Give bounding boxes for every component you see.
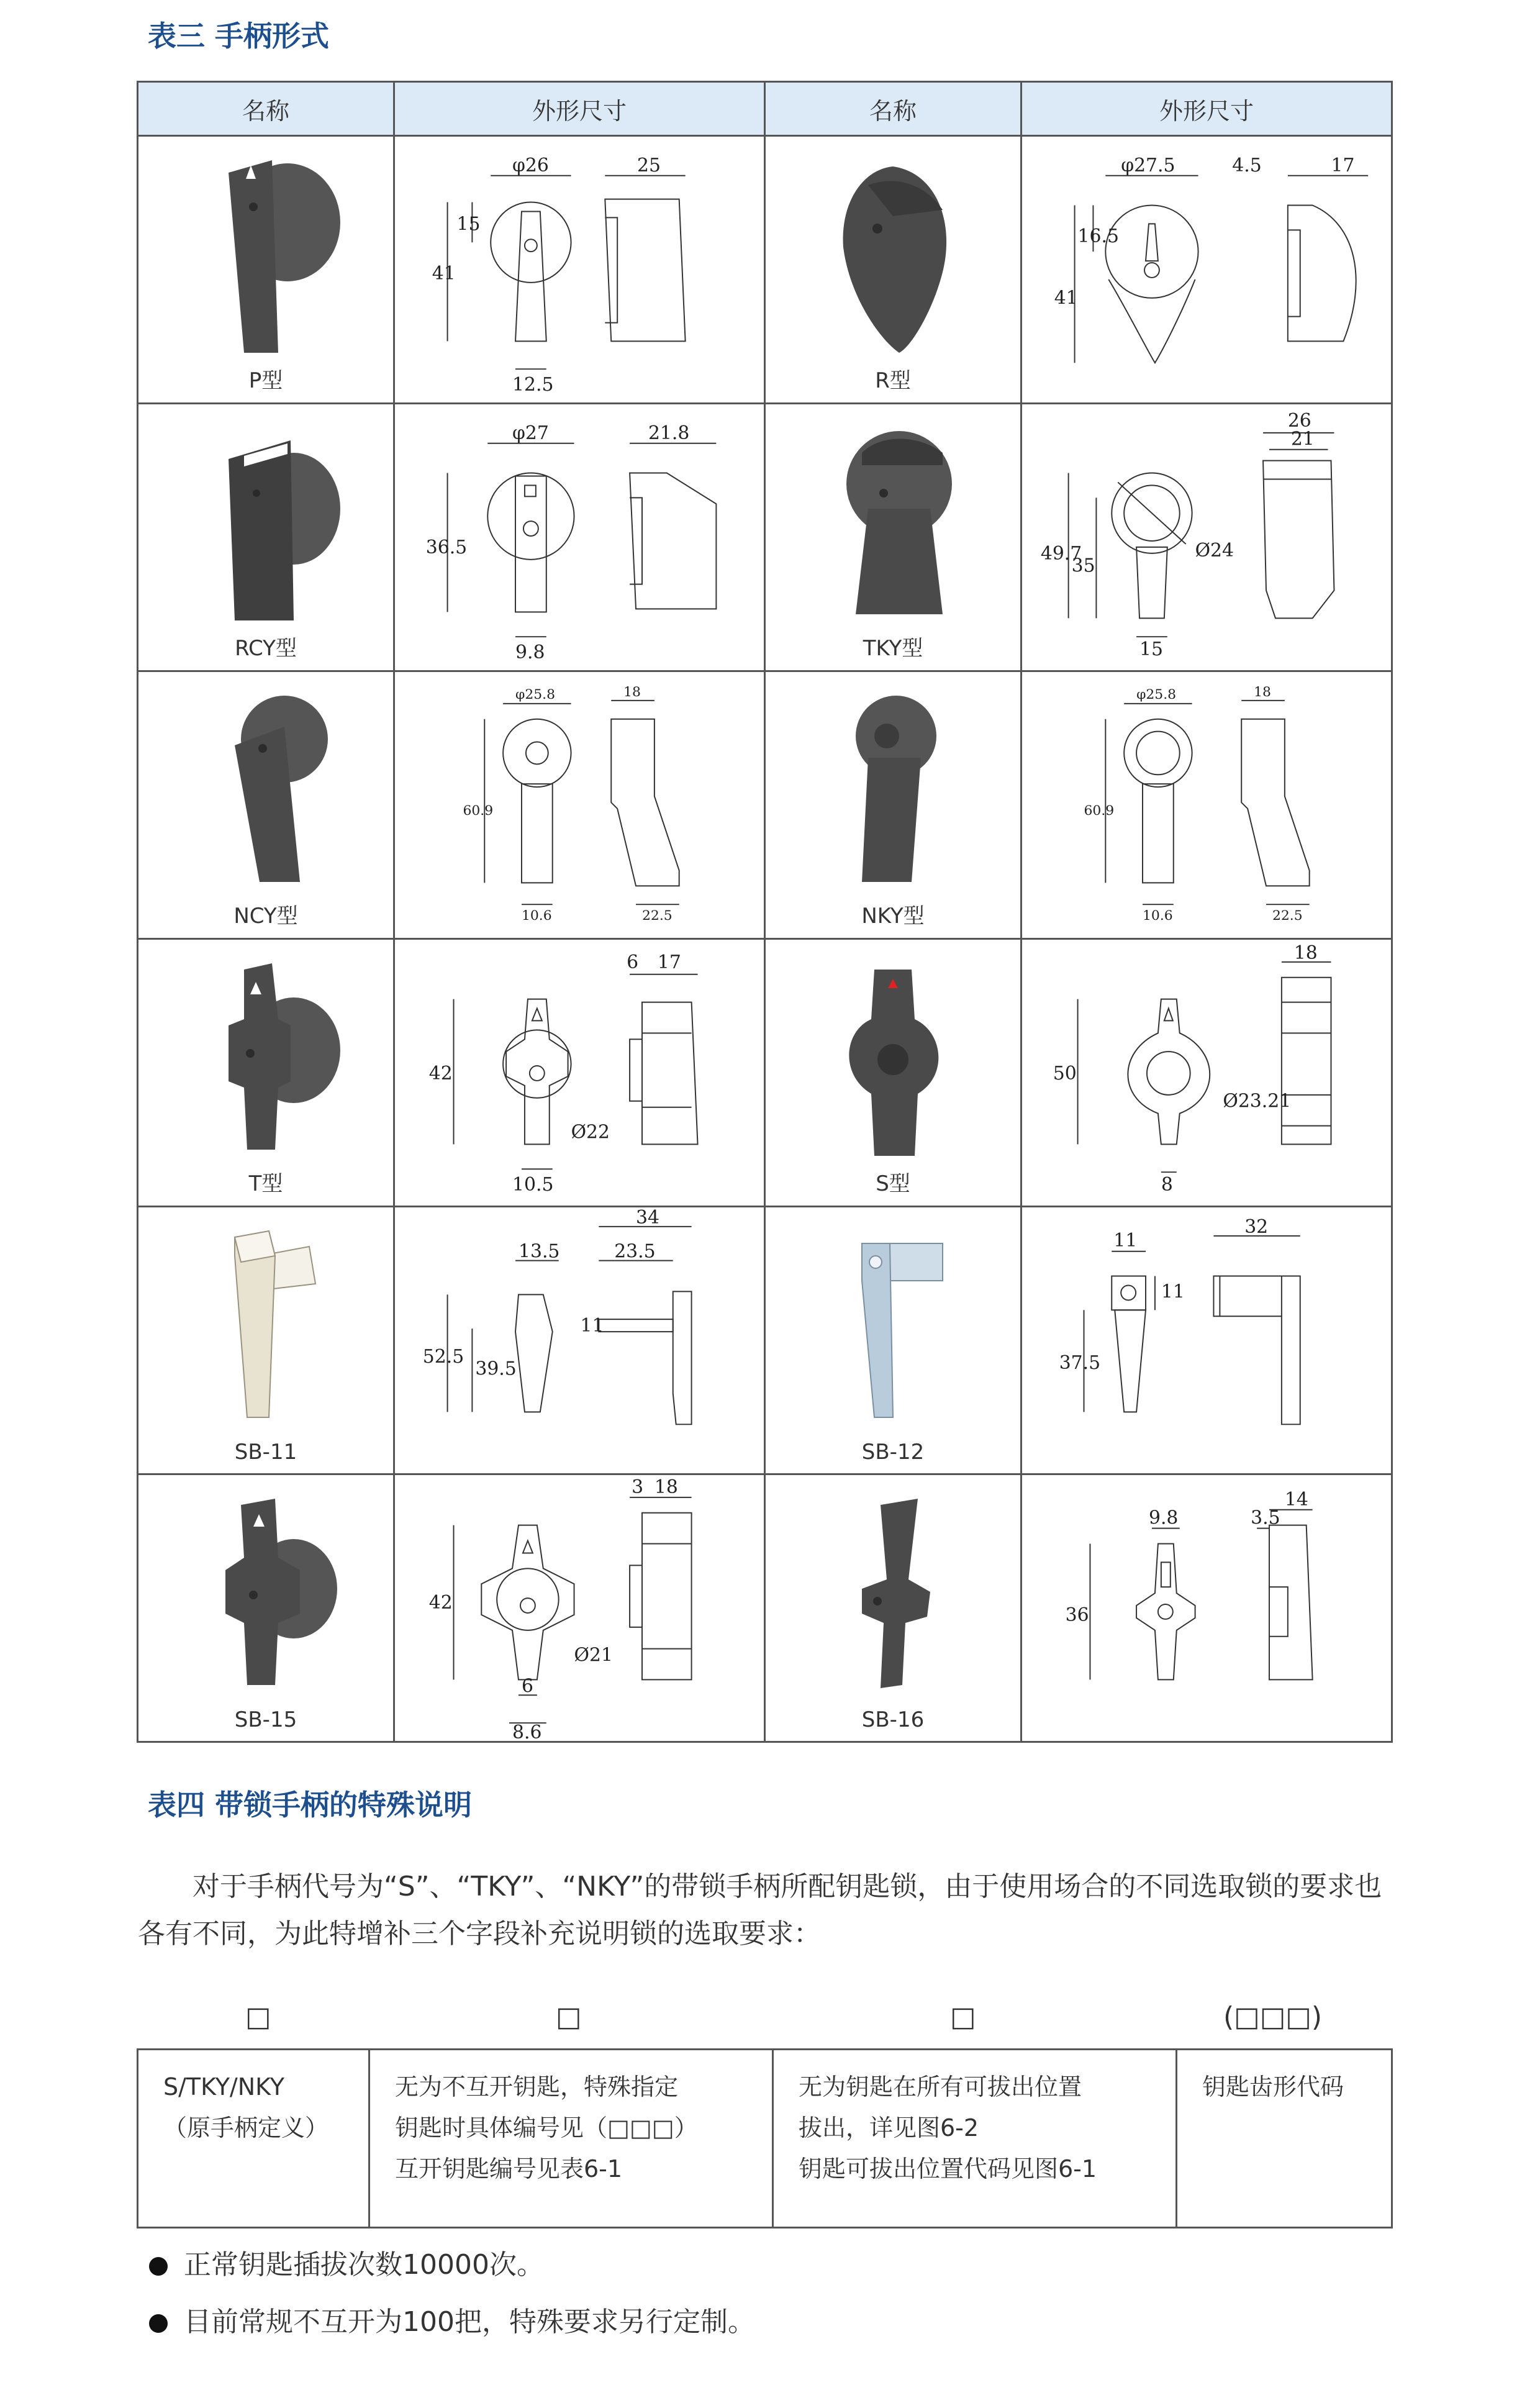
- dim-label: 4.5: [1232, 154, 1262, 176]
- rcy-handle-drawing: [395, 404, 764, 670]
- bullet-item: [149, 2242, 544, 2282]
- dim-label: 12.5: [512, 374, 554, 396]
- model-name: T型: [248, 1171, 283, 1196]
- dim-label: 49.7: [1040, 542, 1082, 565]
- table-row: [138, 2050, 1392, 2228]
- dim-label: 6: [521, 1675, 533, 1697]
- model-name: TKY型: [863, 636, 923, 661]
- sb16-handle-drawing: [1022, 1475, 1391, 1741]
- dim-label: 17: [1331, 154, 1355, 176]
- spec-line: 钥匙可拔出位置代码见图6-1: [799, 2155, 1097, 2183]
- header-name: 名称: [765, 82, 1021, 136]
- sb15-handle-image: [185, 1486, 346, 1697]
- nky-handle-image: [818, 683, 967, 894]
- sb16-handle-image: [818, 1486, 967, 1697]
- dim-label: 23.5: [614, 1240, 656, 1263]
- dim-label: 9.8: [1148, 1507, 1179, 1529]
- r-handle-image: [818, 148, 967, 359]
- spec-line: 无为钥匙在所有可拔出位置: [799, 2073, 1082, 2101]
- dim-label: 42: [428, 1062, 453, 1084]
- sb11-handle-image: [185, 1219, 346, 1430]
- dim-label: 11: [1161, 1281, 1185, 1303]
- dim-label: Ø24: [1195, 539, 1234, 561]
- dim-label: 14: [1284, 1488, 1308, 1510]
- dim-label: φ25.8: [1136, 686, 1177, 702]
- s-handle-drawing: [1022, 940, 1391, 1206]
- dim-label: Ø23.21: [1223, 1090, 1292, 1112]
- dim-label: 21: [1290, 428, 1315, 450]
- dim-label: φ25.8: [515, 686, 556, 702]
- dim-label: Ø21: [574, 1644, 613, 1666]
- r-handle-drawing: [1022, 137, 1391, 402]
- dim-label: 32: [1244, 1215, 1269, 1238]
- dim-label: 18: [623, 684, 641, 700]
- field-box-label: □: [556, 2001, 582, 2033]
- dim-label: 3.5: [1251, 1507, 1280, 1529]
- model-name: R型: [875, 368, 911, 393]
- table-row: [138, 1474, 1392, 1742]
- handle-types-table: [137, 81, 1393, 1743]
- dim-label: 60.9: [463, 802, 494, 819]
- sb12-handle-drawing: [1022, 1207, 1391, 1473]
- dim-label: 21.8: [648, 422, 690, 444]
- dim-label: 9.8: [515, 642, 545, 664]
- dim-label: 8: [1161, 1174, 1173, 1196]
- dim-label: 60.9: [1084, 802, 1115, 819]
- dim-label: 18: [1293, 942, 1318, 964]
- t-handle-drawing: [395, 940, 764, 1206]
- spec-line: 无为不互开钥匙，特殊指定: [395, 2073, 679, 2101]
- model-name: RCY型: [235, 636, 297, 661]
- nky-handle-drawing: [1022, 672, 1391, 938]
- ncy-handle-image: [191, 683, 340, 894]
- dim-label: φ27.5: [1121, 154, 1175, 176]
- bullet-text: 目前常规不互开为100把，特殊要求另行定制。: [184, 2306, 755, 2338]
- dim-label: 18: [654, 1476, 678, 1498]
- dim-label: 42: [428, 1591, 453, 1614]
- field-box-label: (□□□): [1223, 2001, 1323, 2033]
- table-row: [138, 671, 1392, 939]
- dim-label: 16.5: [1077, 225, 1119, 248]
- rcy-handle-image: [185, 416, 346, 627]
- bullet-text: 正常钥匙插拔次数10000次。: [184, 2249, 544, 2281]
- spec-line: 拔出，详见图6-2: [799, 2114, 979, 2142]
- spec-cell-key-removal: [773, 2050, 1177, 2228]
- dim-label: 34: [636, 1207, 660, 1229]
- lock-description-paragraph: 对于手柄代号为“S”、“TKY”、“NKY”的带锁手柄所配钥匙锁，由于使用场合的不同选取锁的要求也各有不同，为此特增补三个字段补充说明锁的选取要求：: [138, 1871, 1382, 1950]
- p-handle-drawing: [395, 137, 764, 402]
- dim-label: 8.6: [512, 1721, 542, 1741]
- s-handle-image: [818, 951, 967, 1162]
- spec-cell-handle: [138, 2050, 369, 2228]
- bullet-dot-icon: [149, 2314, 168, 2333]
- field-box-label: □: [950, 2001, 976, 2033]
- header-dimensions: 外形尺寸: [1021, 82, 1392, 136]
- model-name: P型: [248, 368, 283, 393]
- dim-label: 35: [1071, 555, 1095, 577]
- dim-label: 13.5: [518, 1240, 560, 1263]
- dim-label: 3: [632, 1476, 644, 1498]
- sb15-handle-drawing: [395, 1475, 764, 1741]
- table3-title: 表三 手柄形式: [148, 19, 330, 53]
- table-row: [138, 1207, 1392, 1474]
- dim-label: 11: [1113, 1229, 1138, 1252]
- dim-label: 25: [637, 154, 661, 176]
- spec-line: 钥匙齿形代码: [1202, 2073, 1344, 2101]
- dim-label: 36: [1065, 1604, 1089, 1626]
- dim-label: 26: [1287, 409, 1311, 432]
- dim-label: 10.6: [1143, 908, 1173, 924]
- spec-line: 互开钥匙编号见表6-1: [395, 2155, 623, 2183]
- sb12-handle-image: [818, 1219, 967, 1430]
- model-name: SB-16: [861, 1707, 925, 1732]
- header-name: 名称: [138, 82, 394, 136]
- dim-label: 41: [1054, 287, 1078, 309]
- table-row: [138, 404, 1392, 671]
- sb11-handle-drawing: [395, 1207, 764, 1473]
- dim-label: φ27: [512, 422, 549, 444]
- dim-label: 11: [580, 1315, 604, 1337]
- dim-label: 15: [1139, 638, 1164, 661]
- dim-label: 37.5: [1059, 1352, 1101, 1374]
- model-name: SB-11: [234, 1440, 297, 1465]
- lock-spec-table: [137, 2048, 1393, 2228]
- spec-line: 钥匙时具体编号见（□□□）: [395, 2114, 698, 2142]
- model-name: SB-12: [861, 1440, 925, 1465]
- ncy-handle-drawing: [395, 672, 764, 938]
- dim-label: 39.5: [475, 1358, 517, 1380]
- dim-label: 22.5: [1272, 908, 1303, 924]
- table-row: [138, 136, 1392, 404]
- dim-label: 18: [1254, 684, 1271, 700]
- dim-label: 17: [657, 951, 681, 973]
- dim-label: 41: [432, 262, 456, 284]
- dim-label: 6: [627, 951, 639, 973]
- dim-label: Ø22: [571, 1121, 610, 1143]
- bullet-dot-icon: [149, 2257, 168, 2276]
- model-name: S型: [876, 1171, 910, 1196]
- tky-handle-drawing: [1022, 404, 1391, 670]
- model-name: NKY型: [861, 904, 925, 929]
- spec-cell-key-code: [1177, 2050, 1392, 2228]
- header-dimensions: 外形尺寸: [394, 82, 765, 136]
- p-handle-image: [185, 148, 346, 359]
- dim-label: 22.5: [641, 908, 673, 924]
- dim-label: 10.6: [521, 908, 552, 924]
- model-name: NCY型: [233, 904, 298, 929]
- dim-label: 50: [1053, 1062, 1077, 1084]
- spec-cell-key-interchange: [369, 2050, 773, 2228]
- table-row: [138, 939, 1392, 1207]
- dim-label: 15: [456, 213, 481, 235]
- dim-label: 36.5: [425, 536, 468, 558]
- spec-line: S/TKY/NKY: [163, 2073, 284, 2101]
- dim-label: 10.5: [512, 1174, 554, 1196]
- tky-handle-image: [818, 416, 967, 627]
- t-handle-image: [185, 951, 346, 1162]
- spec-line: （原手柄定义）: [163, 2114, 329, 2142]
- dim-label: 52.5: [422, 1345, 464, 1368]
- model-name: SB-15: [234, 1707, 297, 1732]
- dim-label: φ26: [512, 154, 549, 176]
- field-box-label: □: [245, 2001, 271, 2033]
- bullet-item: [149, 2299, 755, 2339]
- table4-title: 表四 带锁手柄的特殊说明: [148, 1788, 473, 1822]
